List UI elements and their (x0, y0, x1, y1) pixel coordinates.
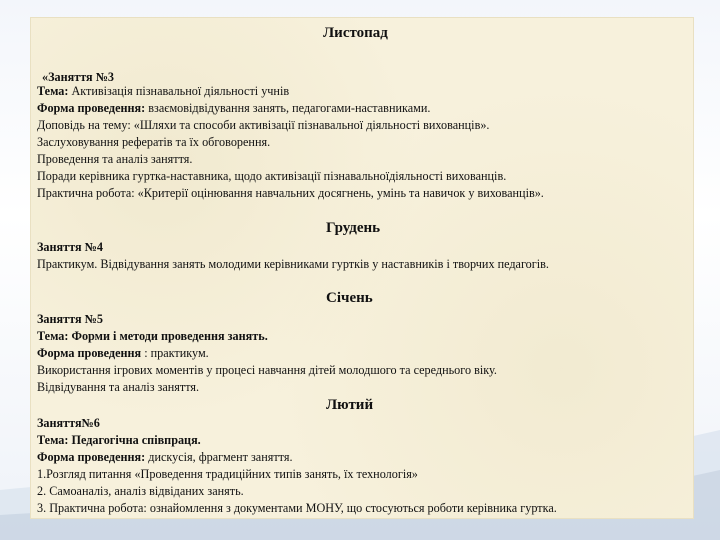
form-label: Форма проведення: (37, 101, 146, 115)
month-heading-february: Лютий (326, 397, 374, 413)
text-line: Поради керівника гуртка-наставника, щодо активізації пізнавальноїдіяльності вихованців. (37, 169, 507, 183)
form-text: дискусія, фрагмент заняття. (145, 450, 293, 464)
text-line: Проведення та аналіз заняття. (37, 152, 193, 166)
form-line (37, 450, 293, 464)
text-line: Використання ігрових моментів у процесі навчання дітей молодшого та середнього віку. (37, 363, 497, 377)
form-text: взаємовідвідування занять, педагогами-наставниками. (145, 101, 431, 115)
topic-label: Тема: (37, 329, 69, 343)
lesson-title: Заняття №4 (37, 240, 103, 254)
text-line: 1.Розгляд питання «Проведення традиційних типів занять, їх технологія» (37, 467, 418, 481)
form-label: Форма проведення: (37, 450, 146, 464)
lesson-title: Заняття№6 (37, 416, 100, 430)
text-line: Заслуховування рефератів та їх обговорення. (37, 135, 271, 149)
lesson-title: Заняття №5 (37, 312, 103, 326)
form-line (37, 346, 209, 360)
month-heading-january: Січень (326, 290, 373, 306)
form-text: : практикум. (141, 346, 209, 360)
topic-line (37, 433, 201, 447)
topic-text: Форми і методи проведення занять. (68, 329, 268, 343)
topic-label: Тема: (37, 433, 69, 447)
form-line (37, 101, 430, 115)
text-line: 3. Практична робота: ознайомлення з документами МОНУ, що стосуються роботи керівника гуртка. (37, 501, 557, 515)
text-line: Доповідь на тему: «Шляхи та способи активізації пізнавальної діяльності вихованців». (37, 118, 490, 132)
text-line: Практикум. Відвідування занять молодими керівниками гуртків у наставників і творчих педагогів. (37, 257, 549, 271)
document-panel (30, 17, 694, 519)
topic-line (37, 329, 268, 343)
month-heading-november: Листопад (323, 25, 388, 41)
text-line: 2. Самоаналіз, аналіз відвіданих занять. (37, 484, 244, 498)
lesson-title: «Заняття №3 (42, 70, 115, 84)
topic-label: Тема: (37, 84, 69, 98)
month-heading-december: Грудень (326, 220, 381, 236)
text-line: Відвідування та аналіз заняття. (37, 380, 200, 394)
text-line: Практична робота: «Критерії оцінювання навчальних досягнень, умінь та навичок у вихованців». (37, 186, 544, 200)
topic-text: Активізація пізнавальної діяльності учнів (68, 84, 290, 98)
form-label: Форма проведення (37, 346, 142, 360)
topic-line (37, 84, 289, 98)
topic-text: Педагогічна співпраця. (68, 433, 201, 447)
